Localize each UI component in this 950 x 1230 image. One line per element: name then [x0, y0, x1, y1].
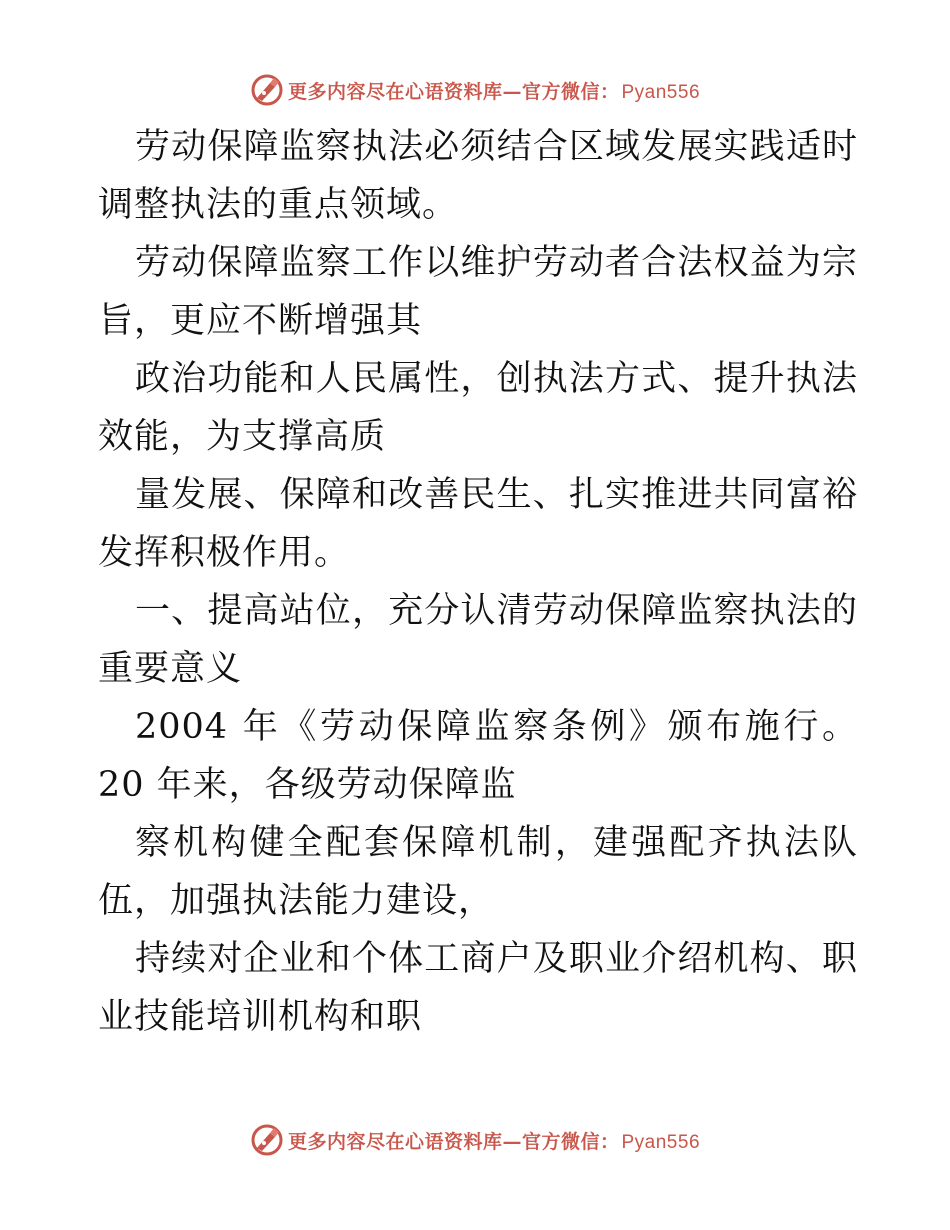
- header-watermark: [0, 70, 950, 110]
- watermark-text: 更多内容尽在心语资料库—官方微信： Pyan556: [287, 80, 701, 103]
- paragraph: 量发展、保障和改善民生、扎实推进共同富裕发挥积极作用。: [98, 475, 858, 573]
- paragraph: 2004 年《劳动保障监察条例》颁布施行。20 年来，各级劳动保障监: [98, 707, 858, 805]
- pen-logo-icon: [250, 1123, 284, 1157]
- paragraph: 劳动保障监察执法必须结合区域发展实践适时调整执法的重点领域。: [98, 127, 858, 225]
- document-body: [98, 118, 858, 1046]
- pen-logo-icon: [250, 73, 284, 107]
- paragraph: 政治功能和人民属性，创执法方式、提升执法效能，为支撑高质: [98, 359, 858, 457]
- footer-watermark: [0, 1120, 950, 1160]
- section-heading: 一、提高站位，充分认清劳动保障监察执法的重要意义: [98, 591, 858, 689]
- watermark-wechat-id: Pyan556: [621, 1131, 701, 1153]
- watermark-text: 更多内容尽在心语资料库—官方微信： Pyan556: [287, 1130, 701, 1153]
- paragraph: 察机构健全配套保障机制，建强配齐执法队伍，加强执法能力建设，: [98, 823, 858, 921]
- paragraph: 劳动保障监察工作以维护劳动者合法权益为宗旨，更应不断增强其: [98, 243, 858, 341]
- paragraph: 持续对企业和个体工商户及职业介绍机构、职业技能培训机构和职: [98, 939, 858, 1037]
- watermark-wechat-id: Pyan556: [621, 81, 701, 103]
